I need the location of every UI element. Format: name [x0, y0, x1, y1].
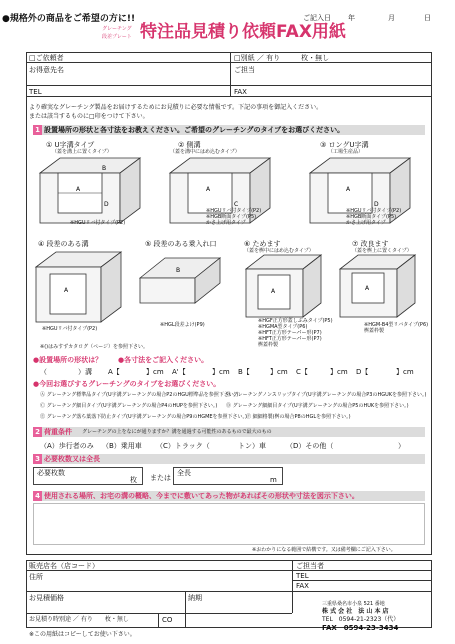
section1-title: 設置場所の形状と各寸法をお教えください。ご希望のグレーチングのタイプをお選びください。: [44, 126, 345, 134]
diagram-1-note: （蓋を溝上に置くタイプ）: [52, 149, 112, 155]
section2-desc: グレーチングの上をなにが通りますか？溝を通過する可能性のあるもので最大のもの: [82, 429, 272, 435]
section3-number: 3: [33, 454, 42, 464]
dims-a2-close[interactable]: 】cm: [212, 368, 230, 376]
requester-checkbox[interactable]: □ご依頼者: [29, 54, 64, 62]
section2-title: 荷重条件: [44, 428, 72, 436]
dims-a2-open: A'【: [172, 368, 186, 376]
diagram-stepped-ditch: [36, 252, 126, 327]
dims-a-open: A【: [108, 368, 120, 376]
diagram-6-note: （蓋を桝中にはめ込むタイプ）: [244, 248, 314, 254]
staff-label: ご担当者: [296, 562, 324, 570]
svg-text:B: B: [176, 267, 181, 274]
diagram-2-label: ② 側溝: [178, 141, 201, 149]
diagram-5-label: ⑤ 段差のある乗入れ口: [145, 240, 217, 248]
delivery-label: 納期: [188, 594, 202, 602]
diagram-7-caption: ※HGM-B4型リバタイプ(P6) 桝蓋枠製: [364, 322, 429, 334]
dims-b-open: B【: [238, 368, 250, 376]
dealer-label: 販売店名（店コード）: [29, 562, 99, 570]
svg-text:A: A: [76, 186, 81, 193]
section3-title: 必要枚数又は全長: [44, 455, 100, 463]
diagram-3-note: （工場生産品）: [328, 149, 364, 155]
svg-text:A: A: [365, 285, 370, 292]
footer-fax-label: FAX: [296, 582, 309, 590]
type-option-c[interactable]: Ⓒ グレーチング細目タイプ(U字溝グレーチングの場合P4のHUPを参照下さい。): [40, 403, 218, 409]
type-option-f[interactable]: Ⓕ 細細格製(桝の場合P8のHGLを参照下さい。): [246, 414, 351, 420]
diagram-3-caption: ※HGUリバ付タイプ(P2) ※HGB断面タイプ(P5) かさ上げ用タイプ: [346, 208, 402, 226]
diagram-1-caption: ※HGUリバ付タイプ(P2): [70, 220, 126, 226]
svg-text:A: A: [64, 287, 69, 294]
load-truck[interactable]: （C）トラック（: [156, 442, 210, 450]
diagram-7-note: （蓋を桝上に置くタイプ）: [352, 248, 412, 254]
dims-question: ●各寸法をご記入ください。: [118, 356, 209, 364]
svg-text:D: D: [374, 201, 379, 208]
diagram-6-caption: ※HGF正方形蓋しぶみタイプ(P5) ※HGMA型タイプ(P6) ※HFT正方形テーパー形(P7) ※HFT正方形テーパー形(P7) 桝蓋枠製: [258, 318, 333, 348]
section4-title: 使用される場所、お宅の溝の概略、今までに敷いてあった物があればその形状や寸法を図示下さい。: [44, 492, 359, 500]
diagram-u-channel: [40, 158, 145, 228]
footer-tel-label: TEL: [296, 572, 309, 580]
section4-footnote: ※おわかりになる範囲で結構です。又は備考欄にご記入下さい。: [252, 547, 396, 553]
date-month: 月: [388, 14, 395, 22]
intro-line1: より確実なグレーチング製品をお届けするためにお見積りに必要な情報です。下記の事項を御記入ください。: [29, 104, 323, 111]
section4-number: 4: [33, 491, 42, 501]
diagram-2-caption: ※HGUリバ付タイプ(P2) ※HGB断面タイプ(P5) かさ上げ用タイプ: [206, 208, 262, 226]
diagram-stepped-entrance: [140, 258, 225, 313]
quantity-label: 必要枚数: [37, 469, 65, 477]
subtitle-step-plate: 段差プレート: [102, 34, 132, 40]
shape-question: ●設置場所の形状は？: [33, 356, 103, 364]
diagram-3-label: ③ ロングU字溝: [320, 141, 369, 149]
svg-text:C: C: [234, 201, 239, 208]
notice: ●規格外の商品をご希望の方に!!: [2, 14, 136, 24]
company-fax: FAX 0594-23-3434: [322, 624, 399, 632]
copy-note: ※この用紙はコピーしてお使い下さい。: [29, 631, 136, 638]
diagram-4-label: ④ 段差のある溝: [38, 240, 89, 248]
svg-text:A: A: [271, 288, 276, 295]
dims-c-open: C【: [296, 368, 308, 376]
quantity-unit: 枚: [130, 476, 137, 484]
dims-c-close[interactable]: 】cm: [330, 368, 348, 376]
dims-ditch[interactable]: ）溝: [78, 368, 92, 376]
company-tel: TEL 0594-21-2323（代）: [322, 616, 400, 623]
load-truck-tons: トン）車: [238, 442, 266, 450]
svg-text:D: D: [104, 201, 109, 208]
diagram-5-caption: ※HGL段差よけ(P9): [160, 322, 205, 328]
page-title: 特注品見積り依頼FAX用紙: [140, 22, 346, 42]
section1-number: 1: [33, 125, 42, 135]
dims-d-close[interactable]: 】cm: [396, 368, 414, 376]
diagram-6-label: ⑥ ためます: [244, 240, 281, 248]
diagram-catch-basin: [246, 255, 326, 320]
sketch-area[interactable]: [33, 503, 425, 545]
diagram-1-label: ① U字溝タイプ: [46, 141, 95, 149]
subtitle-grating: グレーチング: [102, 26, 132, 32]
length-unit: m: [270, 476, 277, 484]
load-pedestrian[interactable]: （A）歩行者のみ: [40, 442, 94, 450]
catalog-note: ※()はみすずカタログ（ページ）を参照下さい。: [40, 344, 148, 350]
customer-name-label: お得意先名: [29, 66, 64, 74]
section2-number: 2: [33, 427, 42, 437]
tel-label: TEL: [29, 88, 42, 96]
diagram-7-label: ⑦ 改良ます: [352, 240, 389, 248]
quote-price-label: お見積価格: [29, 594, 64, 602]
svg-text:A: A: [346, 186, 351, 193]
date-day: 日: [424, 14, 431, 22]
company-name: 株 式 会 社 法 山 本 店: [322, 608, 389, 615]
length-label: 全長: [177, 469, 191, 477]
contact-label: ご担当: [234, 66, 255, 74]
svg-text:B: B: [102, 165, 107, 172]
type-option-a[interactable]: Ⓐ グレーチング標準品タイプ(U字溝グレーチングの場合P2のHGU標準品を参照下さい。): [40, 392, 239, 398]
load-car[interactable]: （B）乗用車: [102, 442, 142, 450]
date-year: 年: [348, 14, 355, 22]
fax-label: FAX: [234, 88, 247, 96]
dims-a-close[interactable]: 】cm: [146, 368, 164, 376]
or-label: または: [150, 474, 171, 482]
quote-delivery-option[interactable]: お見積り時別途 ／ 有り 枚・無し: [29, 616, 129, 623]
intro-line2: または該当するものに□印をつけて下さい。: [29, 113, 149, 120]
separate-drawing-option[interactable]: □別紙 ／ 有り 枚・無し: [234, 54, 330, 62]
load-other[interactable]: （D）その他（: [286, 442, 334, 450]
type-question: ●今回お選びするグレーチングのタイプをお選びください。: [33, 380, 221, 388]
address-label: 住所: [29, 573, 43, 581]
load-other-close: ）: [398, 442, 405, 450]
date-label: ご記入日: [303, 14, 331, 22]
diagram-2-note: （蓋を溝中にはめ込むタイプ）: [170, 149, 240, 155]
diagram-improved-basin: [340, 255, 420, 320]
diagram-4-caption: ※HGUリバ付タイプ(P2): [42, 326, 98, 332]
type-option-b[interactable]: Ⓑ グレーチングノンスリップタイプ(U字溝グレーチングの場合P3のHGUKを参照下さい。): [226, 392, 427, 398]
svg-text:A: A: [206, 186, 211, 193]
dims-b-close[interactable]: 】cm: [270, 368, 288, 376]
company-address: 三重県桑名市小泉 521 番地: [322, 601, 385, 607]
co-label: CO: [162, 616, 173, 624]
type-option-d[interactable]: Ⓓ グレーチング細細目タイプ(U字溝グレーチングの場合P5のHUKを参照下さい。): [226, 403, 409, 409]
dims-open-paren: （: [40, 368, 47, 376]
type-option-e[interactable]: Ⓔ グレーチング落ち葉落下防止タイプ(U字溝グレーチングの場合P9のHGMEを参照下さい。): [40, 414, 248, 420]
dims-d-open: D【: [356, 368, 369, 376]
